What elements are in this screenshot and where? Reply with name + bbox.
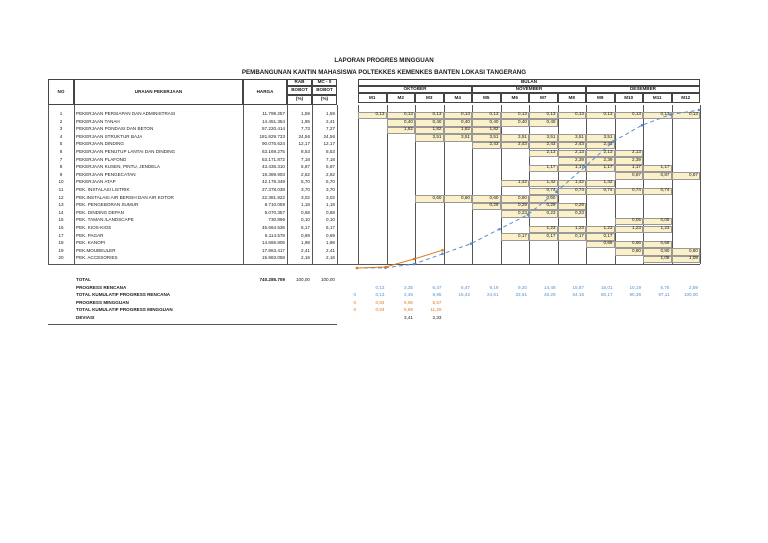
header-uraian: URAIAN PEKERJAAN [74, 79, 243, 105]
row-number: 10 [58, 180, 64, 185]
week-weight: 2,43 [575, 142, 584, 147]
week-weight: 0,13 [432, 112, 442, 116]
work-item-price: 53.171.872 [262, 157, 285, 162]
summary-start-value: 0 [353, 300, 356, 305]
grid-line [48, 324, 337, 325]
week-weight: 1,08 [689, 256, 698, 261]
week-weight: 0,13 [375, 112, 385, 116]
rab-weight: 2,41 [301, 248, 310, 253]
work-item-price: 17.863.417 [262, 248, 285, 253]
summary-value: 33,81 [515, 293, 527, 298]
week-weight: 3,51 [546, 134, 556, 139]
row-number: 4 [59, 134, 63, 139]
rab-weight: 6,17 [301, 226, 310, 230]
summary-value: 10,19 [629, 285, 641, 290]
week-weight: 0,05 [660, 218, 670, 223]
header-week-m3: M3 [415, 93, 444, 103]
grid-line [48, 264, 700, 265]
mc-weight: 2,16 [326, 256, 335, 261]
work-item-name: PEKERJAAN PENGECATAN [76, 172, 136, 177]
header-week-m4: M4 [444, 93, 473, 103]
week-weight: 0,23 [575, 210, 584, 215]
row-number: 9 [59, 172, 63, 177]
rab-weight: 7,73 [301, 127, 310, 132]
row-number: 12 [58, 195, 64, 200]
week-weight: 1,17 [546, 165, 556, 170]
rab-weight: 3,02 [301, 195, 310, 200]
summary-rab: 100,00 [295, 278, 310, 282]
week-weight: 0,60 [546, 195, 556, 200]
week-weight: 0,87 [660, 172, 670, 177]
week-weight: 1,23 [632, 226, 641, 230]
summary-value: 9,19 [489, 285, 499, 290]
week-weight: 1,17 [603, 165, 613, 170]
week-weight: 0,74 [546, 188, 556, 192]
header-no: NO [48, 79, 74, 105]
week-weight: 3,51 [575, 134, 584, 139]
row-number: 13 [58, 203, 64, 208]
row-number: 16 [58, 226, 64, 230]
mc-weight: 1,18 [326, 203, 335, 208]
work-item-price: 42.178.349 [262, 180, 285, 185]
actual-cumulative-curve-point [384, 266, 387, 269]
summary-label: PROGRESS MINGGUAN [76, 300, 129, 305]
mc-weight: 0,69 [326, 233, 335, 238]
work-item-name: PEKERJAAN PLAFOND [76, 157, 127, 162]
week-weight: 0,66 [632, 241, 641, 246]
header-week-m8: M8 [558, 93, 587, 103]
project-title: PEMBANGUNAN KANTIN MAHASISWA POLTEKKES KEMENKES BANTEN LOKASI TANGERANG [241, 69, 527, 76]
rab-weight: 0,10 [301, 218, 310, 223]
work-item-price: 90.075.624 [262, 142, 285, 147]
summary-label: PROGRESS RENCANA [76, 285, 127, 290]
summary-value: 2,89 [689, 285, 698, 290]
week-weight: 0,40 [546, 119, 556, 124]
summary-start-value: 0 [353, 308, 356, 313]
week-weight: 1,17 [575, 165, 584, 170]
week-weight: 0,29 [518, 203, 527, 208]
summary-value: 24,61 [487, 293, 499, 298]
work-item-price: 8.710.059 [264, 203, 285, 208]
week-weight: 0,80 [689, 248, 698, 253]
week-weight: 1,08 [660, 256, 670, 261]
summary-value: 5,06 [404, 300, 413, 305]
work-item-name: PEKERJAAN PONDASI DAN BETON [76, 127, 154, 132]
week-weight: 0,13 [632, 112, 641, 116]
week-weight: 3,51 [518, 134, 527, 139]
summary-value: 15,42 [458, 293, 470, 298]
week-weight: 1,23 [603, 226, 613, 230]
summary-value: 90,36 [629, 293, 641, 298]
row-number: 20 [58, 256, 64, 261]
rab-weight: 0,69 [301, 233, 310, 238]
week-weight: 0,13 [603, 112, 613, 116]
header-week-m5: M5 [472, 93, 501, 103]
summary-label: TOTAL KUMULATIF PROGRESS MINGGUAN [76, 308, 173, 313]
row-number: 15 [58, 218, 64, 223]
rab-weight: 7,18 [301, 157, 310, 162]
work-item-name: PEKERJAAN TANAH [76, 119, 120, 124]
work-item-price: 27.378.038 [262, 188, 285, 192]
week-weight: 1,42 [575, 180, 584, 185]
header-month-november: NOVEMBER [472, 86, 586, 93]
week-weight: 1,23 [546, 226, 556, 230]
header-rab-bobot: BOBOT [287, 86, 312, 95]
week-weight: 0,29 [489, 203, 499, 208]
week-weight: 0,40 [518, 119, 527, 124]
week-weight: 0,13 [660, 112, 670, 116]
week-weight: 1,42 [546, 180, 556, 185]
work-item-name: PEKERJAAN PERSIAPAN DAN ADMINISTRASI [76, 112, 176, 116]
week-weight: 1,82 [432, 127, 442, 132]
summary-value: 0,13 [375, 285, 385, 290]
work-item-name: PEK. KANOPI [76, 241, 106, 246]
header-week-m10: M10 [615, 93, 644, 103]
week-weight: 0,13 [546, 112, 556, 116]
mc-weight: 0,68 [326, 210, 335, 215]
work-item-price: 5.070.357 [264, 210, 285, 215]
week-weight: 0,13 [689, 112, 698, 116]
mc-weight: 7,27 [326, 127, 335, 132]
summary-value: 0,13 [375, 293, 385, 298]
grid-line [358, 105, 359, 264]
header-week-m1: M1 [358, 93, 387, 103]
work-item-name: PEK. PENGEBORAN SUMUR [76, 203, 139, 208]
planned-cumulative-curve-point [356, 267, 359, 270]
report-title: LAPORAN PROGRES MINGGUAN [334, 57, 434, 64]
header-rab-pct: (%) [287, 95, 312, 106]
header-mc-bobot: BOBOT [312, 86, 337, 95]
rab-weight: 24,56 [298, 134, 310, 139]
work-item-name: PEK. DINDING DEPAN [76, 210, 124, 215]
rab-weight: 5,87 [301, 165, 310, 170]
actual-cumulative-curve-point [356, 267, 359, 270]
header-week-m12: M12 [672, 93, 701, 103]
week-weight: 2,39 [603, 157, 613, 162]
row-number: 3 [59, 127, 63, 132]
actual-cumulative-curve [357, 250, 443, 268]
mc-weight: 2,41 [326, 119, 335, 124]
header-week-m11: M11 [643, 93, 672, 103]
rab-weight: 8,53 [301, 150, 310, 154]
week-weight: 0,80 [632, 248, 641, 253]
row-number: 14 [58, 210, 64, 215]
mc-weight: 0,10 [326, 218, 335, 223]
rab-weight: 1,59 [301, 112, 310, 116]
week-weight: 2,39 [632, 157, 641, 162]
week-weight: 0,40 [432, 119, 442, 124]
week-weight: 0,40 [461, 119, 470, 124]
grid-line [337, 105, 338, 264]
week-weight: 0,60 [489, 195, 499, 200]
week-weight: 1,17 [660, 165, 670, 170]
row-number: 2 [59, 119, 63, 124]
header-mc: MC - 0 [312, 79, 337, 86]
work-item-price: 14.666.805 [262, 241, 285, 246]
work-item-price: 15.983.058 [262, 256, 285, 261]
week-weight: 0,74 [575, 188, 584, 192]
row-number: 8 [59, 165, 63, 170]
header-month-desember: DESEMBER [586, 86, 700, 93]
week-weight: 0,87 [689, 172, 698, 177]
work-item-name: PEK. TAMAN /LANDSCAPE [76, 218, 134, 223]
summary-start-value: 0 [353, 293, 356, 298]
summary-value: 0,64 [375, 308, 385, 313]
mc-weight: 5,70 [326, 180, 335, 185]
mc-weight: 7,18 [326, 157, 335, 162]
summary-value: 2,35 [404, 285, 413, 290]
summary-value: 6,47 [461, 285, 470, 290]
week-weight: 2,43 [518, 142, 527, 147]
week-weight: 1,23 [575, 226, 584, 230]
work-item-price: 22.381.922 [262, 195, 285, 200]
week-weight: 0,13 [518, 112, 527, 116]
header-harga: HARGA [243, 79, 287, 105]
work-item-price: 43.436.310 [262, 165, 285, 170]
summary-value: 0,64 [375, 300, 385, 305]
work-item-price: 57.220.414 [262, 127, 285, 132]
work-item-price: 14.451.354 [262, 119, 285, 124]
mc-weight: 1,98 [326, 241, 335, 246]
rab-weight: 1,18 [301, 203, 310, 208]
row-number: 5 [59, 142, 63, 147]
week-weight: 0,17 [603, 233, 613, 238]
summary-value: 8,95 [432, 293, 442, 298]
week-weight: 0,40 [489, 119, 499, 124]
rab-weight: 2,16 [301, 256, 310, 261]
row-number: 1 [59, 112, 63, 116]
week-weight: 1,82 [404, 127, 413, 132]
work-item-name: PEK. ACCESORIES [76, 256, 118, 261]
mc-weight: 5,87 [326, 165, 335, 170]
header-mc-pct: (%) [312, 95, 337, 106]
week-weight: 0,23 [546, 210, 556, 215]
summary-value: 14,48 [544, 285, 556, 290]
planned-cumulative-curve-point [384, 266, 387, 269]
week-weight: 0,13 [575, 112, 584, 116]
week-weight: 0,60 [432, 195, 442, 200]
summary-value: 2,49 [404, 293, 413, 298]
week-weight: 1,82 [489, 127, 499, 132]
mc-weight: 1,59 [326, 112, 335, 116]
header-week-m6: M6 [501, 93, 530, 103]
row-number: 19 [58, 248, 64, 253]
week-weight: 1,42 [603, 180, 613, 185]
week-weight: 1,17 [632, 165, 641, 170]
work-item-price: 63.169.275 [262, 150, 285, 154]
header-month-oktober: OKTOBER [358, 86, 472, 93]
work-item-price: 45.664.536 [262, 226, 285, 230]
work-item-name: PEK.INSTALASI AIR BERSIH DAN AIR KOTOR [76, 195, 174, 200]
rab-weight: 0,68 [301, 210, 310, 215]
work-item-name: PEKERJAAN STRUKTUR BAJA [76, 134, 143, 139]
week-weight: 0,80 [660, 248, 670, 253]
summary-value: 2,33 [432, 316, 442, 320]
work-item-name: PEK. KIOS-KIOS [76, 226, 112, 230]
week-weight: 0,17 [575, 233, 584, 238]
summary-value: 3,41 [404, 316, 413, 320]
week-weight: 1,82 [461, 127, 470, 132]
work-item-price: 19.389.903 [262, 172, 285, 177]
row-number: 11 [58, 188, 64, 192]
week-weight: 0,60 [461, 195, 470, 200]
mc-weight: 2,62 [326, 172, 335, 177]
rab-weight: 2,62 [301, 172, 310, 177]
work-item-name: PEKERJAAN KUSEN, PINTU, JENDELA [76, 165, 160, 170]
work-item-price: 5.114.578 [264, 233, 285, 238]
week-weight: 0,60 [518, 195, 527, 200]
week-weight: 0,05 [632, 218, 641, 223]
week-weight: 0,29 [546, 203, 556, 208]
header-week-m7: M7 [529, 93, 558, 103]
week-weight: 3,51 [603, 134, 613, 139]
work-item-name: PEKERJAAN PENUTUP LANTAI DAN DINDING [76, 150, 176, 154]
week-weight: 0,17 [546, 233, 556, 238]
summary-harga: 740.285.759 [259, 278, 285, 282]
work-item-name: PEK. INSTALASI LISTRIK [76, 188, 130, 192]
week-weight: 0,74 [660, 188, 670, 192]
week-weight: 0,66 [660, 241, 670, 246]
week-weight: 0,17 [518, 233, 527, 238]
summary-value: 100,00 [683, 293, 698, 298]
week-weight: 0,13 [489, 112, 499, 116]
week-weight: 0,74 [632, 188, 641, 192]
week-weight: 2,43 [489, 142, 499, 147]
summary-label: TOTAL KUMULATIF PROGRESS RENCANA [76, 293, 171, 298]
week-weight: 0,13 [404, 112, 413, 116]
summary-value: 80,17 [601, 293, 613, 298]
summary-value: 5,69 [404, 308, 413, 313]
summary-value: 16,01 [601, 285, 613, 290]
week-weight: 2,43 [546, 142, 556, 147]
week-weight: 2,13 [603, 150, 613, 154]
week-weight: 2,13 [575, 150, 584, 154]
summary-value: 15,87 [572, 285, 584, 290]
week-weight: 0,29 [575, 203, 584, 208]
rab-weight: 1,98 [301, 241, 310, 246]
week-weight: 2,43 [603, 142, 613, 147]
work-item-name: PEK. PAGAR [76, 233, 104, 238]
mc-weight: 12,17 [323, 142, 335, 147]
mc-weight: 8,53 [326, 150, 335, 154]
mc-weight: 2,41 [326, 248, 335, 253]
work-item-price: 181.829.733 [259, 134, 285, 139]
week-weight: 0,13 [461, 112, 470, 116]
summary-label: DEVIASI [76, 316, 95, 320]
rab-weight: 1,95 [301, 119, 310, 124]
header-week-m9: M9 [586, 93, 615, 103]
work-item-name: PEKERJAAN ATAP [76, 180, 116, 185]
header-bulan: BULAN [358, 79, 700, 86]
summary-value: 64,16 [572, 293, 584, 298]
mc-weight: 3,02 [326, 195, 335, 200]
rab-weight: 5,70 [301, 180, 310, 185]
row-number: 6 [59, 150, 63, 154]
work-item-price: 11.799.257 [262, 112, 285, 116]
week-weight: 3,51 [432, 134, 442, 139]
work-item-name: PEKERJAAN DINDING [76, 142, 124, 147]
week-weight: 1,23 [660, 226, 670, 230]
rab-weight: 3,70 [301, 188, 310, 192]
mc-weight: 6,17 [326, 226, 335, 230]
grid-line [700, 105, 701, 264]
week-weight: 0,74 [603, 188, 613, 192]
summary-value: 11,26 [430, 308, 442, 313]
grid-line [672, 105, 673, 264]
week-weight: 0,87 [632, 172, 641, 177]
row-number: 7 [59, 157, 63, 162]
week-weight: 3,51 [489, 134, 499, 139]
mc-weight: 24,56 [323, 134, 335, 139]
rab-weight: 12,17 [298, 142, 310, 147]
summary-label: TOTAL [76, 278, 91, 282]
row-number: 18 [58, 241, 64, 246]
summary-value: 97,11 [658, 293, 670, 298]
week-weight: 0,23 [518, 210, 527, 215]
summary-value: 9,20 [518, 285, 527, 290]
week-weight: 2,13 [546, 150, 556, 154]
header-week-m2: M2 [387, 93, 416, 103]
summary-value: 5,57 [432, 300, 442, 305]
work-item-price: 730.896 [268, 218, 285, 223]
week-weight: 0,40 [404, 119, 413, 124]
row-number: 17 [58, 233, 64, 238]
week-weight: 3,51 [461, 134, 470, 139]
week-weight: 0,66 [603, 241, 613, 246]
week-weight: 1,42 [518, 180, 527, 185]
mc-weight: 3,70 [326, 188, 335, 192]
work-item-name: PEK.MOUBEULER [76, 248, 116, 253]
header-rab: RAB [287, 79, 312, 86]
week-weight: 2,39 [575, 157, 584, 162]
summary-value: 6,47 [432, 285, 442, 290]
summary-value: 48,29 [544, 293, 556, 298]
summary-value: 6,75 [660, 285, 670, 290]
summary-mc: 100,00 [320, 278, 335, 282]
week-weight: 2,13 [632, 150, 641, 154]
